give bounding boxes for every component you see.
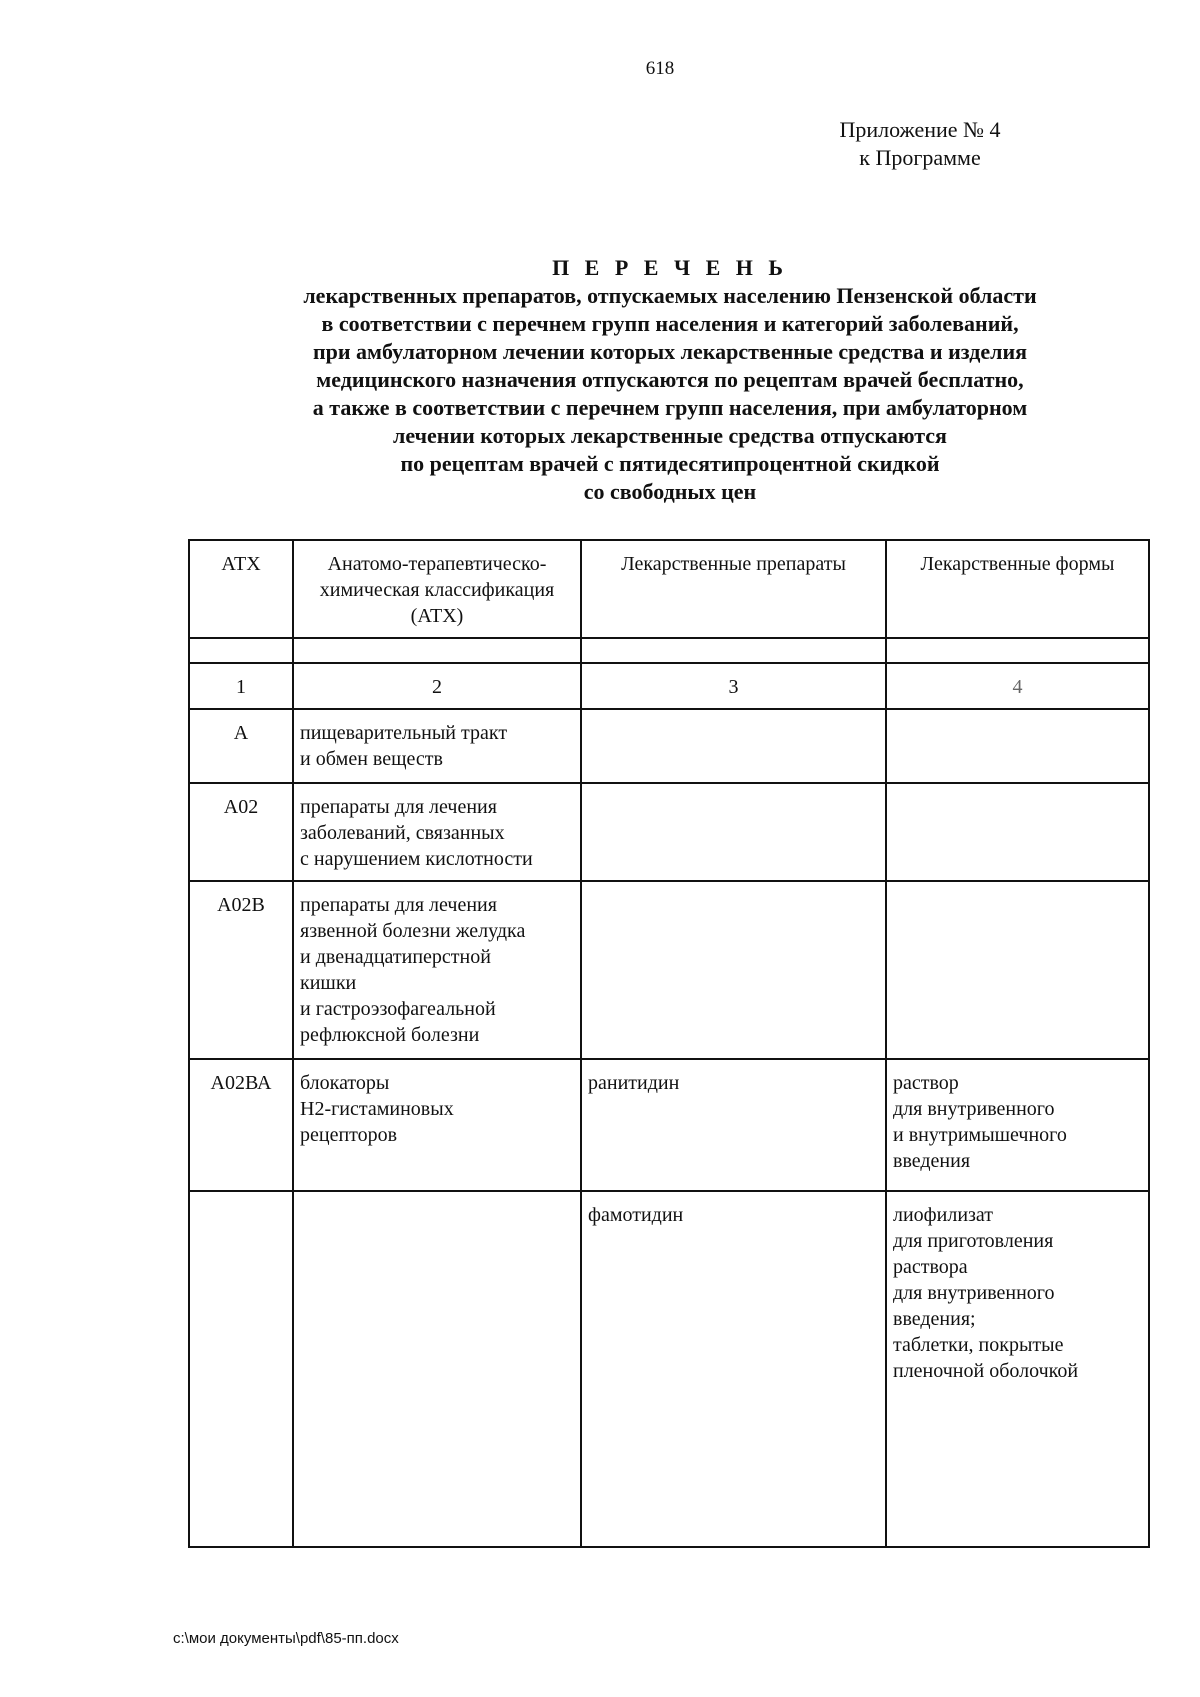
title-heading: П Е Р Е Ч Е Н Ь: [552, 255, 788, 280]
atc-code-cell: [189, 1191, 293, 1547]
title-line: по рецептам врачей с пятидесятипроцентной скидкой: [400, 451, 940, 476]
appendix-line-2: к Программе: [859, 145, 981, 170]
atc-code-cell: А: [189, 709, 293, 783]
title-line: лекарственных препаратов, отпускаемых населению Пензенской области: [303, 283, 1037, 308]
table-row: [189, 881, 1149, 1059]
drug-list-table: [188, 539, 1148, 1548]
header-dosage-forms: Лекарственные формы: [886, 540, 1149, 638]
atc-code-cell: А02ВА: [189, 1059, 293, 1191]
document-title: [180, 254, 1160, 506]
classification-cell: препараты для лечения язвенной болезни желудка и двенадцатиперстной кишки и гастроэзофагеальной рефлюксной болезни: [293, 881, 581, 1059]
header-drugs: Лекарственные препараты: [581, 540, 886, 638]
table-spacer: [189, 638, 1149, 663]
appendix-line-1: Приложение № 4: [839, 117, 1001, 142]
header-atc-code: АТХ: [189, 540, 293, 638]
title-line: в соответствии с перечнем групп населения и категорий заболеваний,: [321, 311, 1019, 336]
table-row: [189, 709, 1149, 783]
table-row: [189, 1059, 1149, 1191]
title-line: а также в соответствии с перечнем групп населения, при амбулаторном: [312, 395, 1028, 420]
dosage-form-cell: [886, 881, 1149, 1059]
drug-cell: [581, 783, 886, 881]
classification-cell: блокаторы Н2-гистаминовых рецепторов: [293, 1059, 581, 1191]
column-number: 4: [886, 663, 1149, 709]
drug-cell: фамотидин: [581, 1191, 886, 1547]
table-header-row: [189, 540, 1149, 638]
title-line: медицинского назначения отпускаются по рецептам врачей бесплатно,: [316, 367, 1024, 392]
drug-cell: [581, 709, 886, 783]
footer-file-path: c:\мои документы\pdf\85-пп.docx: [173, 1630, 399, 1647]
classification-cell: [293, 1191, 581, 1547]
page-number: 618: [645, 58, 675, 79]
table-row: [189, 1191, 1149, 1547]
table-row: [189, 783, 1149, 881]
dosage-form-cell: [886, 783, 1149, 881]
atc-code-cell: А02: [189, 783, 293, 881]
dosage-form-cell: раствор для внутривенного и внутримышечного введения: [886, 1059, 1149, 1191]
column-number: 3: [581, 663, 886, 709]
title-line: со свободных цен: [583, 479, 757, 504]
header-atc-classification: Анатомо-терапевтическо- химическая классификация (АТХ): [293, 540, 581, 638]
classification-cell: пищеварительный тракт и обмен веществ: [293, 709, 581, 783]
classification-cell: препараты для лечения заболеваний, связанных с нарушением кислотности: [293, 783, 581, 881]
appendix-label: [820, 116, 1020, 172]
title-line: при амбулаторном лечении которых лекарственные средства и изделия: [312, 339, 1028, 364]
title-line: лечении которых лекарственные средства отпускаются: [393, 423, 947, 448]
dosage-form-cell: [886, 709, 1149, 783]
atc-code-cell: А02В: [189, 881, 293, 1059]
column-number-row: [189, 663, 1149, 709]
column-number: 1: [189, 663, 293, 709]
dosage-form-cell: лиофилизат для приготовления раствора для внутривенного введения; таблетки, покрытые пленочной оболочкой: [886, 1191, 1149, 1547]
drug-cell: [581, 881, 886, 1059]
column-number: 2: [293, 663, 581, 709]
drug-cell: ранитидин: [581, 1059, 886, 1191]
